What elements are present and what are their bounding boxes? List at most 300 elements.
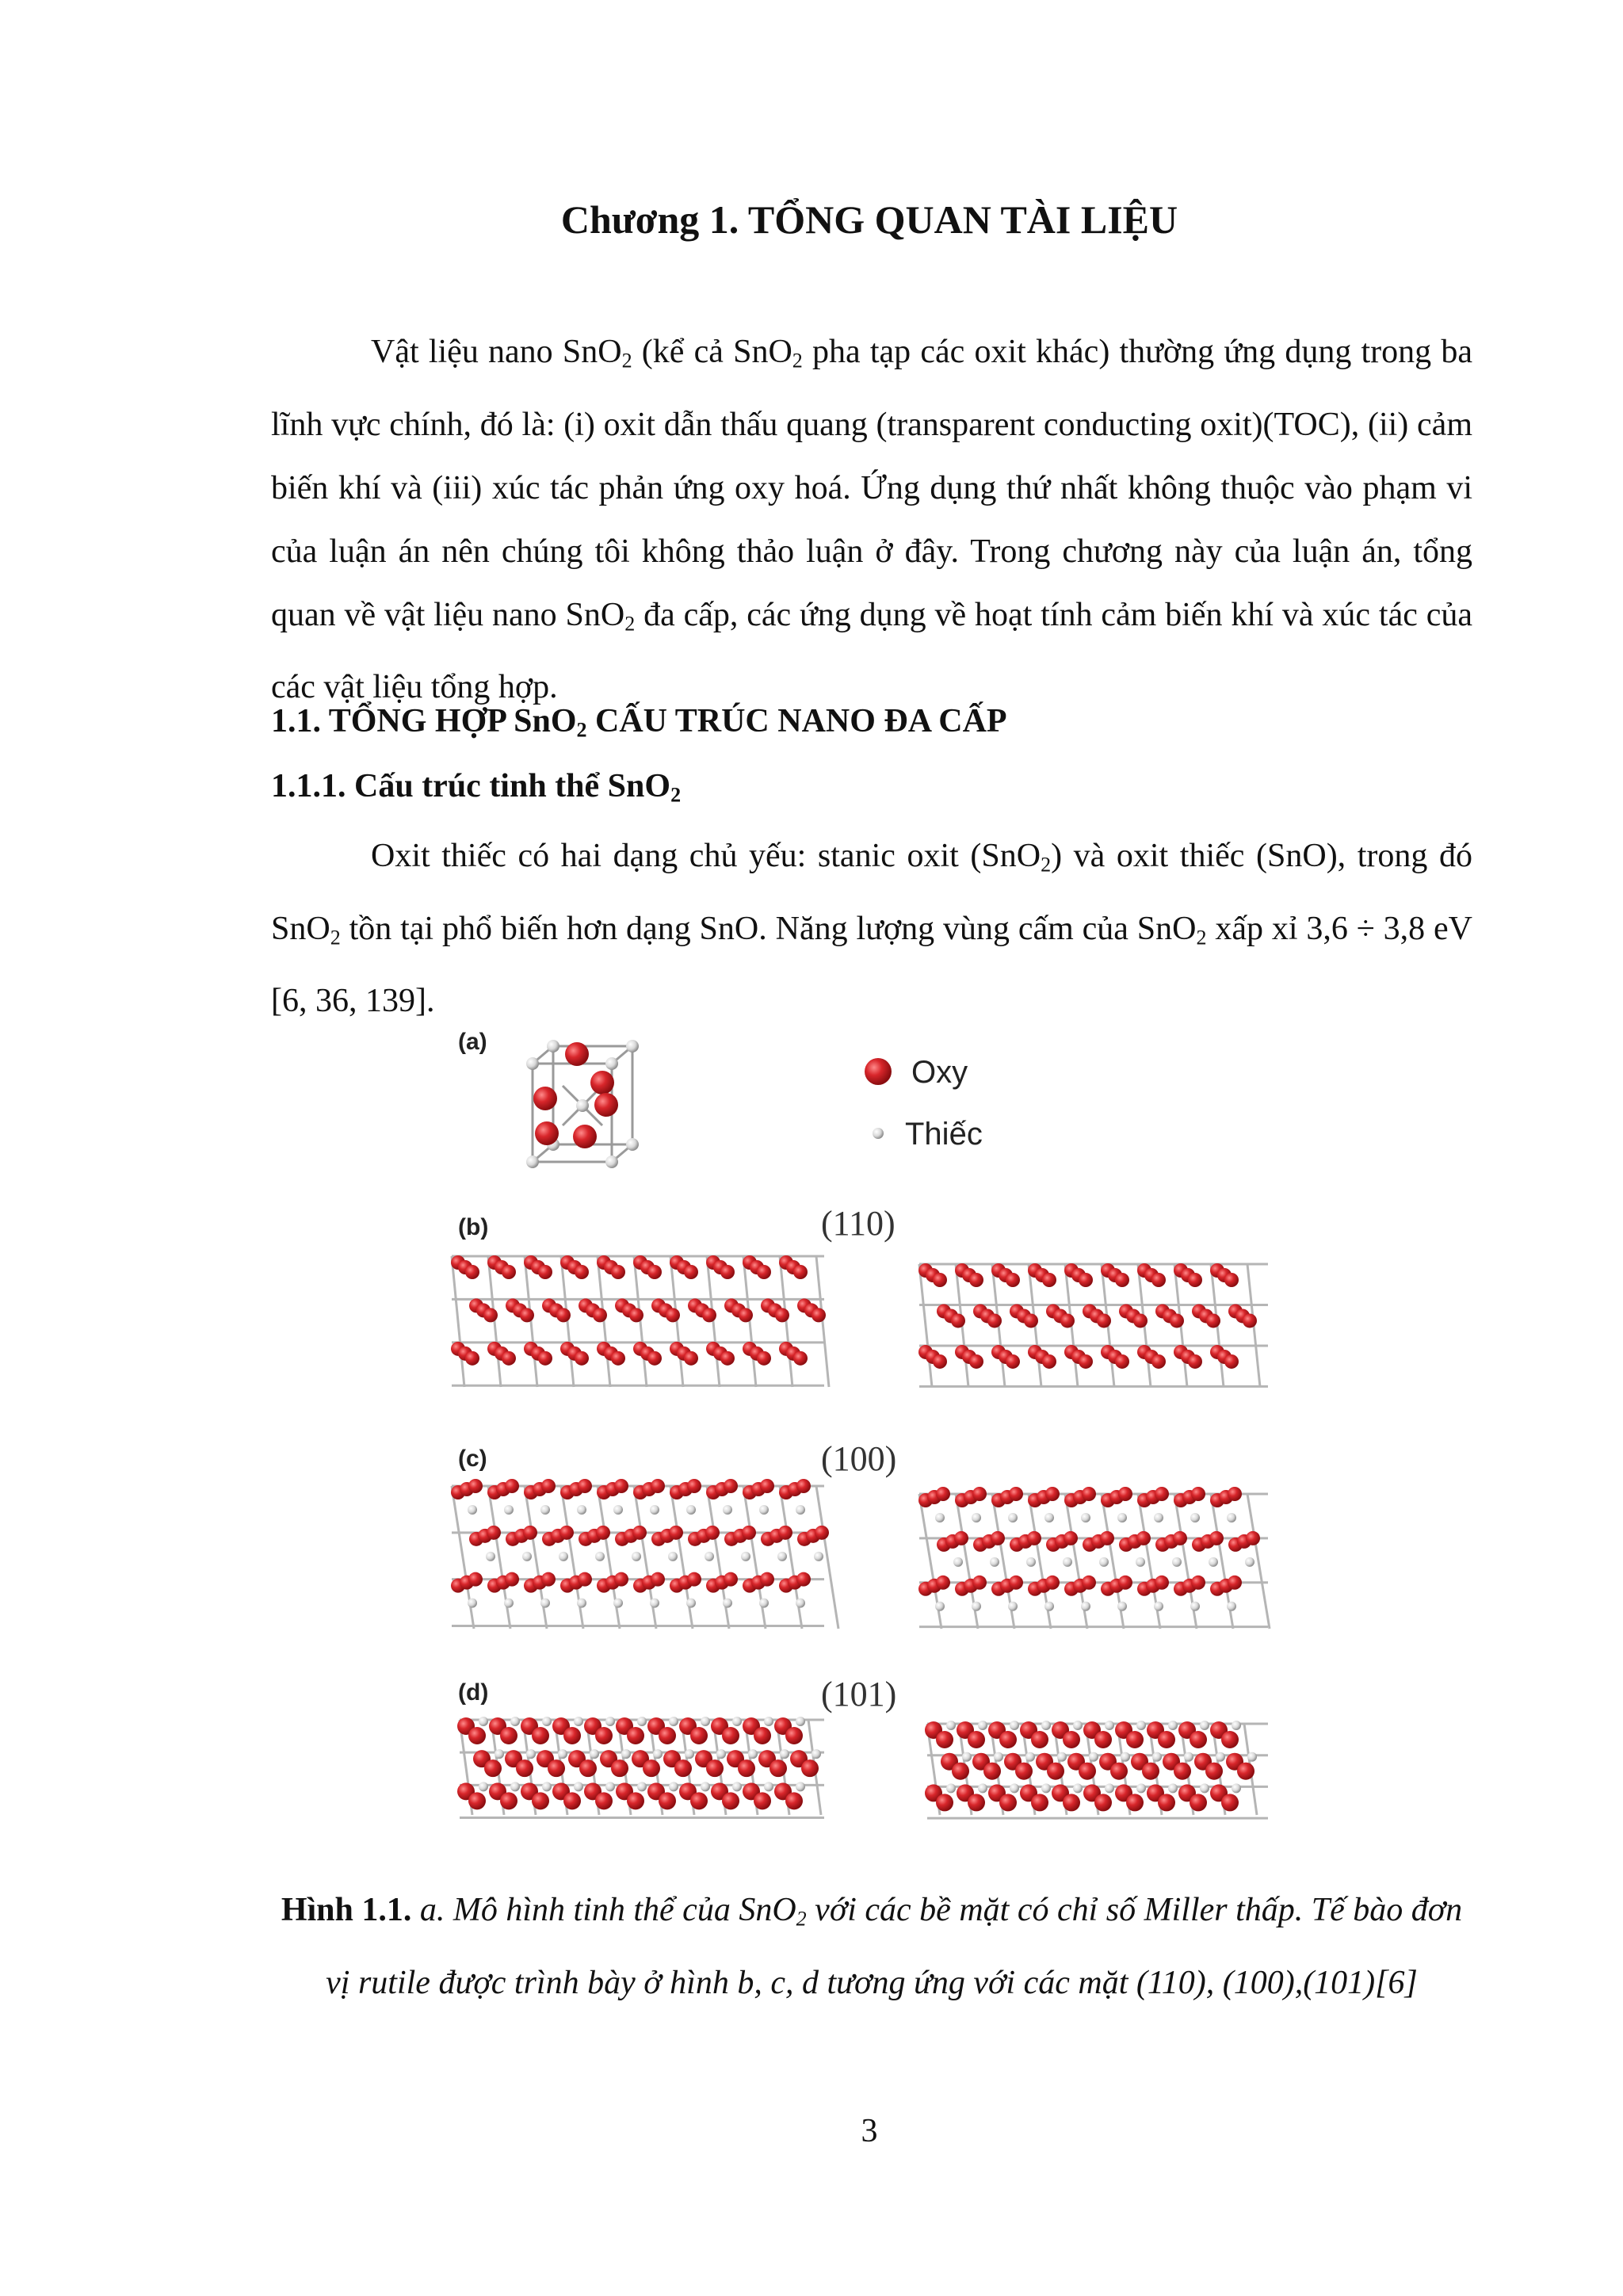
tin-atom bbox=[780, 1749, 789, 1759]
tin-atom bbox=[486, 1552, 495, 1561]
plane-100-label: (100) bbox=[821, 1439, 897, 1478]
tin-atom bbox=[732, 1717, 742, 1726]
tin-atom bbox=[1227, 1513, 1236, 1522]
oxygen-atom bbox=[575, 1265, 589, 1279]
oxygen-atom bbox=[1047, 1763, 1064, 1780]
oxygen-atom bbox=[627, 1727, 644, 1744]
oxygen-atom bbox=[1079, 1354, 1093, 1369]
oxygen-atom bbox=[520, 1308, 534, 1322]
oxygen-atom bbox=[541, 1479, 556, 1493]
oxygen-atom bbox=[465, 1351, 479, 1366]
oxygen-atom bbox=[720, 1351, 735, 1366]
tin-atom bbox=[605, 1057, 618, 1070]
oxygen-atom bbox=[611, 1759, 628, 1777]
tin-legend-marker bbox=[873, 1128, 884, 1139]
oxygen-atom bbox=[1158, 1731, 1175, 1748]
crystal-structure-figure bbox=[444, 1022, 1300, 1855]
oxygen-atom bbox=[684, 1265, 698, 1279]
subscript: 2 bbox=[1196, 926, 1207, 949]
tin-atom bbox=[1073, 1721, 1083, 1730]
oxygen-atom bbox=[952, 1763, 969, 1780]
lattice-bond bbox=[452, 1256, 464, 1387]
oxygen-atom bbox=[1190, 1794, 1207, 1811]
oxygen-atom bbox=[595, 1792, 613, 1809]
oxygen-atom bbox=[1115, 1354, 1129, 1369]
oxygen-atom bbox=[987, 1313, 1002, 1328]
oxygen-atom bbox=[548, 1759, 565, 1777]
oxygen-atom bbox=[468, 1792, 486, 1809]
tin-atom bbox=[595, 1552, 605, 1561]
oxygen-atom bbox=[1042, 1354, 1056, 1369]
oxygen-atom bbox=[1045, 1487, 1060, 1501]
oxygen-atom bbox=[738, 1759, 755, 1777]
legend-tin: Thiếc bbox=[905, 1117, 983, 1152]
tin-atom bbox=[1168, 1721, 1178, 1730]
oxygen-atom bbox=[666, 1308, 680, 1322]
tin-atom bbox=[705, 1552, 714, 1561]
tin-atom bbox=[526, 1057, 539, 1070]
oxygen-atom bbox=[532, 1727, 549, 1744]
tin-atom bbox=[953, 1557, 963, 1567]
oxygen-atom bbox=[1031, 1794, 1048, 1811]
oxygen-atom bbox=[651, 1572, 665, 1587]
oxygen-atom bbox=[722, 1792, 739, 1809]
oxygen-atom bbox=[1082, 1487, 1096, 1501]
oxygen-atom bbox=[647, 1265, 662, 1279]
tin-atom bbox=[777, 1552, 787, 1561]
caption-text-2: với các bề mặt có chỉ số Miller thấp. Tế bào đơn vị rutile được trình bày ở hình b, c, d tương ứng với các mặt (110), (100),(101)[6] bbox=[326, 1892, 1463, 2001]
oxygen-atom bbox=[1221, 1731, 1239, 1748]
oxygen-atom bbox=[1136, 1531, 1151, 1545]
oxygen-atom bbox=[502, 1265, 516, 1279]
oxygen-atom bbox=[1224, 1354, 1239, 1369]
oxygen-atom bbox=[936, 1794, 953, 1811]
subscript: 2 bbox=[576, 718, 587, 742]
oxygen-atom bbox=[659, 1792, 676, 1809]
oxygen-atom bbox=[596, 1526, 610, 1540]
tin-atom bbox=[796, 1782, 805, 1791]
tin-atom bbox=[637, 1782, 647, 1791]
oxygen-atom bbox=[1079, 1763, 1096, 1780]
oxygen-atom bbox=[575, 1351, 589, 1366]
oxygen-atom bbox=[1126, 1731, 1144, 1748]
oxygen-atom bbox=[1006, 1354, 1020, 1369]
oxygen-atom bbox=[1031, 1731, 1048, 1748]
oxygen-atom bbox=[523, 1526, 537, 1540]
oxygen-atom bbox=[706, 1759, 724, 1777]
tin-atom bbox=[1184, 1752, 1193, 1762]
tin-atom bbox=[669, 1782, 678, 1791]
oxygen-atom bbox=[1188, 1273, 1202, 1287]
oxygen-atom bbox=[505, 1572, 519, 1587]
oxygen-atom bbox=[933, 1354, 947, 1369]
tin-atom bbox=[542, 1717, 552, 1726]
oxygen-atom bbox=[1151, 1354, 1166, 1369]
oxygen-atom bbox=[1142, 1763, 1159, 1780]
subscript: 2 bbox=[330, 926, 341, 949]
tin-atom bbox=[1152, 1752, 1162, 1762]
figure-caption bbox=[271, 1878, 1472, 2015]
slab-100-left bbox=[451, 1479, 838, 1629]
oxygen-atom bbox=[684, 1351, 698, 1366]
oxygen-atom bbox=[651, 1479, 665, 1493]
oxygen-atom bbox=[1155, 1576, 1169, 1590]
tin-atom bbox=[978, 1783, 987, 1793]
tin-atom bbox=[978, 1721, 987, 1730]
tin-atom bbox=[1081, 1513, 1090, 1522]
intro-text-4: đa cấp, các ứng dụng về hoạt tính cảm biến khí và xúc tác của các vật liệu tổng hợp. bbox=[271, 596, 1473, 705]
tin-atom bbox=[576, 1099, 589, 1112]
tin-atom bbox=[796, 1717, 805, 1726]
tin-atom bbox=[1025, 1752, 1035, 1762]
tin-atom bbox=[1172, 1557, 1182, 1567]
oxygen-atom bbox=[690, 1792, 708, 1809]
oxygen-atom bbox=[1082, 1576, 1096, 1590]
oxygen-atom bbox=[936, 1487, 950, 1501]
tin-atom bbox=[547, 1040, 559, 1052]
oxygen-atom bbox=[757, 1351, 771, 1366]
panel-label-c: (c) bbox=[458, 1446, 487, 1472]
oxygen-atom bbox=[1174, 1763, 1191, 1780]
oxygen-atom bbox=[1221, 1794, 1239, 1811]
oxygen-atom bbox=[796, 1479, 811, 1493]
oxygen-atom bbox=[1237, 1763, 1254, 1780]
oxygen-atom bbox=[775, 1308, 789, 1322]
tin-atom bbox=[814, 1552, 823, 1561]
oxygen-atom bbox=[594, 1093, 618, 1117]
rutile-unit-cell bbox=[526, 1040, 639, 1168]
oxygen-atom bbox=[1009, 1487, 1023, 1501]
tin-atom bbox=[510, 1717, 520, 1726]
tin-atom bbox=[495, 1749, 504, 1759]
oxygen-atom bbox=[632, 1526, 647, 1540]
oxygen-atom bbox=[505, 1479, 519, 1493]
subscript: 2 bbox=[670, 783, 682, 807]
tin-atom bbox=[1121, 1752, 1130, 1762]
oxygen-atom bbox=[565, 1042, 589, 1066]
oxygen-atom bbox=[1063, 1731, 1080, 1748]
oxygen-atom bbox=[1094, 1794, 1112, 1811]
oxygen-atom bbox=[720, 1265, 735, 1279]
tin-atom bbox=[504, 1505, 514, 1515]
oxygen-atom bbox=[593, 1308, 607, 1322]
oxygen-atom bbox=[1133, 1313, 1148, 1328]
oxygen-atom bbox=[933, 1273, 947, 1287]
oxygen-atom bbox=[535, 1121, 559, 1145]
oxygen-atom bbox=[1158, 1794, 1175, 1811]
tin-atom bbox=[759, 1599, 769, 1608]
panel-label-a: (a) bbox=[458, 1029, 487, 1055]
section-heading-a: 1.1. TỔNG HỢP SnO bbox=[271, 703, 577, 739]
oxygen-atom bbox=[785, 1792, 803, 1809]
tin-atom bbox=[716, 1749, 726, 1759]
oxygen-atom bbox=[1094, 1731, 1112, 1748]
tin-atom bbox=[558, 1749, 567, 1759]
subsection-heading-a: 1.1.1. Cấu trúc tinh thể SnO bbox=[271, 768, 671, 804]
tin-atom bbox=[510, 1782, 520, 1791]
subscript: 2 bbox=[621, 349, 632, 372]
section-heading-b: CẤU TRÚC NANO ĐA CẤP bbox=[586, 703, 1007, 739]
tin-atom bbox=[1105, 1783, 1114, 1793]
oxygen-atom bbox=[757, 1265, 771, 1279]
tin-atom bbox=[613, 1505, 623, 1515]
tin-atom bbox=[1063, 1557, 1072, 1567]
oxygen-atom bbox=[1015, 1763, 1033, 1780]
intro-text-1: Vật liệu nano SnO bbox=[371, 334, 622, 370]
oxygen-atom bbox=[556, 1308, 571, 1322]
subscript: 2 bbox=[1041, 853, 1052, 877]
slab-101-right bbox=[925, 1721, 1268, 1818]
tin-atom bbox=[972, 1602, 981, 1611]
oxygen-atom bbox=[754, 1727, 771, 1744]
subscript: 2 bbox=[792, 349, 803, 372]
oxygen-atom bbox=[724, 1572, 738, 1587]
tin-atom bbox=[723, 1599, 732, 1608]
slab-101-left bbox=[457, 1717, 824, 1818]
oxygen-atom bbox=[1228, 1576, 1242, 1590]
tin-atom bbox=[1200, 1783, 1209, 1793]
tin-atom bbox=[504, 1599, 514, 1608]
oxygen-atom bbox=[1206, 1313, 1220, 1328]
oxygen-atom bbox=[516, 1759, 533, 1777]
oxygen-atom bbox=[1110, 1763, 1128, 1780]
oxygen-atom bbox=[972, 1487, 987, 1501]
oxygen-atom bbox=[793, 1265, 808, 1279]
crystal-paragraph bbox=[271, 824, 1472, 1033]
oxygen-atom bbox=[1006, 1273, 1020, 1287]
oxygen-atom bbox=[1100, 1531, 1114, 1545]
tin-atom bbox=[650, 1505, 659, 1515]
tin-atom bbox=[1209, 1557, 1218, 1567]
oxygen-atom bbox=[778, 1526, 792, 1540]
tin-atom bbox=[972, 1513, 981, 1522]
tin-atom bbox=[1026, 1557, 1036, 1567]
oxygen-atom bbox=[999, 1731, 1017, 1748]
tin-atom bbox=[479, 1717, 488, 1726]
oxygen-atom bbox=[769, 1759, 787, 1777]
oxygen-atom bbox=[1205, 1763, 1223, 1780]
oxygen-atom bbox=[578, 1572, 592, 1587]
tin-atom bbox=[1008, 1602, 1018, 1611]
oxygen-atom bbox=[1188, 1354, 1202, 1369]
tin-atom bbox=[1136, 1721, 1146, 1730]
oxygen-atom bbox=[1115, 1273, 1129, 1287]
tin-atom bbox=[590, 1749, 599, 1759]
tin-atom bbox=[732, 1782, 742, 1791]
oxygen-atom bbox=[1224, 1273, 1239, 1287]
oxygen-atom bbox=[538, 1351, 552, 1366]
slab-100-right bbox=[918, 1487, 1270, 1629]
lattice-bond bbox=[919, 1264, 932, 1387]
tin-atom bbox=[962, 1752, 972, 1762]
tin-atom bbox=[577, 1599, 586, 1608]
tin-atom bbox=[1057, 1752, 1067, 1762]
tin-atom bbox=[723, 1505, 732, 1515]
oxygen-atom bbox=[972, 1576, 987, 1590]
oxygen-atom bbox=[532, 1792, 549, 1809]
tin-atom bbox=[990, 1557, 999, 1567]
tin-atom bbox=[748, 1749, 758, 1759]
oxygen-atom bbox=[1209, 1531, 1224, 1545]
tin-atom bbox=[526, 1749, 536, 1759]
para2-text-2: ) và oxit thiếc (SnO), trong đó SnO bbox=[271, 838, 1472, 947]
tin-atom bbox=[522, 1552, 532, 1561]
oxygen-atom bbox=[760, 1572, 774, 1587]
oxygen-atom bbox=[801, 1759, 819, 1777]
tin-atom bbox=[1099, 1557, 1109, 1567]
oxygen-atom bbox=[611, 1351, 625, 1366]
tin-atom bbox=[605, 1717, 615, 1726]
tin-atom bbox=[637, 1717, 647, 1726]
oxygen-atom bbox=[969, 1354, 983, 1369]
legend-oxygen: Oxy bbox=[911, 1055, 968, 1090]
oxygen-atom bbox=[1191, 1576, 1205, 1590]
oxygen-atom bbox=[1126, 1794, 1144, 1811]
oxygen-atom bbox=[1118, 1576, 1132, 1590]
tin-atom bbox=[669, 1717, 678, 1726]
oxygen-atom bbox=[796, 1572, 811, 1587]
oxygen-atom bbox=[468, 1727, 486, 1744]
oxygen-atom bbox=[1246, 1531, 1260, 1545]
tin-atom bbox=[574, 1782, 583, 1791]
oxygen-atom bbox=[647, 1351, 662, 1366]
oxygen-atom bbox=[1079, 1273, 1093, 1287]
slab-110-left bbox=[451, 1255, 829, 1387]
oxygen-atom bbox=[1151, 1273, 1166, 1287]
oxygen-atom bbox=[1097, 1313, 1111, 1328]
oxygen-atom bbox=[1228, 1487, 1242, 1501]
oxygen-atom bbox=[579, 1759, 597, 1777]
intro-paragraph bbox=[271, 320, 1472, 719]
oxygen-atom bbox=[702, 1308, 716, 1322]
tin-atom bbox=[468, 1505, 477, 1515]
tin-atom bbox=[935, 1602, 945, 1611]
tin-atom bbox=[759, 1505, 769, 1515]
tin-atom bbox=[741, 1552, 750, 1561]
tin-atom bbox=[1190, 1602, 1200, 1611]
tin-atom bbox=[668, 1552, 678, 1561]
oxygen-atom bbox=[705, 1526, 720, 1540]
panel-label-b: (b) bbox=[458, 1214, 489, 1240]
oxygen-atom bbox=[754, 1792, 771, 1809]
tin-atom bbox=[1245, 1557, 1254, 1567]
tin-atom bbox=[1105, 1721, 1114, 1730]
tin-atom bbox=[653, 1749, 663, 1759]
para2-text-3: tồn tại phổ biến hơn dạng SnO. Năng lượng vùng cấm của SnO bbox=[340, 910, 1197, 947]
oxygen-atom bbox=[1190, 1731, 1207, 1748]
oxygen-atom bbox=[1027, 1531, 1041, 1545]
tin-atom bbox=[764, 1717, 773, 1726]
oxygen-atom bbox=[793, 1351, 808, 1366]
oxygen-atom bbox=[968, 1794, 985, 1811]
oxygen-atom bbox=[1045, 1576, 1060, 1590]
oxygen-atom bbox=[541, 1572, 556, 1587]
tin-atom bbox=[621, 1749, 631, 1759]
tin-atom bbox=[1117, 1513, 1127, 1522]
crystal-figure-svg bbox=[444, 1022, 1300, 1855]
oxygen-atom bbox=[669, 1526, 683, 1540]
oxygen-atom bbox=[954, 1531, 968, 1545]
oxygen-atom bbox=[968, 1731, 985, 1748]
oxygen-atom bbox=[936, 1576, 950, 1590]
caption-text-1: a. Mô hình tinh thể của SnO bbox=[411, 1892, 796, 1928]
tin-atom bbox=[1190, 1513, 1200, 1522]
tin-atom bbox=[994, 1752, 1003, 1762]
oxygen-atom bbox=[742, 1526, 756, 1540]
slab-110-right bbox=[918, 1263, 1268, 1387]
oxygen-atom bbox=[468, 1479, 483, 1493]
page-number: 3 bbox=[861, 2113, 878, 2149]
oxygen-atom bbox=[1024, 1313, 1038, 1328]
tin-atom bbox=[526, 1156, 539, 1168]
tin-atom bbox=[626, 1138, 639, 1151]
oxygen-atom bbox=[500, 1727, 517, 1744]
tin-atom bbox=[1073, 1783, 1083, 1793]
tin-atom bbox=[1089, 1752, 1098, 1762]
oxygen-atom bbox=[812, 1308, 826, 1322]
tin-atom bbox=[1044, 1513, 1054, 1522]
oxygen-atom bbox=[674, 1759, 692, 1777]
oxygen-atom bbox=[785, 1727, 803, 1744]
oxygen-atom bbox=[687, 1572, 701, 1587]
tin-atom bbox=[701, 1782, 710, 1791]
oxygen-atom bbox=[969, 1273, 983, 1287]
section-heading bbox=[271, 702, 1007, 743]
oxygen-atom bbox=[629, 1308, 643, 1322]
tin-atom bbox=[468, 1599, 477, 1608]
tin-atom bbox=[1154, 1513, 1163, 1522]
oxygen-atom bbox=[627, 1792, 644, 1809]
tin-atom bbox=[796, 1599, 805, 1608]
tin-atom bbox=[764, 1782, 773, 1791]
caption-label: Hình 1.1. bbox=[281, 1892, 412, 1928]
oxygen-atom bbox=[643, 1759, 660, 1777]
tin-atom bbox=[1247, 1752, 1257, 1762]
oxygen-atom bbox=[983, 1763, 1001, 1780]
oxygen-atom bbox=[760, 1479, 774, 1493]
tin-atom bbox=[935, 1513, 945, 1522]
oxygen-atom bbox=[578, 1479, 592, 1493]
oxygen-atom bbox=[611, 1265, 625, 1279]
oxygen-atom bbox=[559, 1526, 574, 1540]
tin-atom bbox=[796, 1505, 805, 1515]
oxygen-atom bbox=[538, 1265, 552, 1279]
tin-atom bbox=[1044, 1602, 1054, 1611]
tin-atom bbox=[479, 1782, 488, 1791]
oxygen-atom bbox=[687, 1479, 701, 1493]
tin-atom bbox=[650, 1599, 659, 1608]
oxygen-atom bbox=[590, 1071, 614, 1095]
oxygen-atom bbox=[483, 1308, 498, 1322]
oxygen-atom bbox=[659, 1727, 676, 1744]
tin-atom bbox=[1227, 1602, 1236, 1611]
oxygen-atom bbox=[614, 1479, 628, 1493]
tin-atom bbox=[1216, 1752, 1225, 1762]
tin-atom bbox=[574, 1717, 583, 1726]
oxygen-atom bbox=[1191, 1487, 1205, 1501]
oxygen-atom bbox=[1064, 1531, 1078, 1545]
oxygen-atom bbox=[739, 1308, 753, 1322]
tin-atom bbox=[605, 1782, 615, 1791]
oxygen-atom bbox=[999, 1794, 1017, 1811]
tin-atom bbox=[812, 1749, 821, 1759]
oxygen-atom bbox=[1173, 1531, 1187, 1545]
tin-atom bbox=[1010, 1721, 1019, 1730]
tin-atom bbox=[1154, 1602, 1163, 1611]
tin-atom bbox=[626, 1040, 639, 1052]
oxygen-legend-marker bbox=[865, 1058, 892, 1085]
tin-atom bbox=[577, 1505, 586, 1515]
